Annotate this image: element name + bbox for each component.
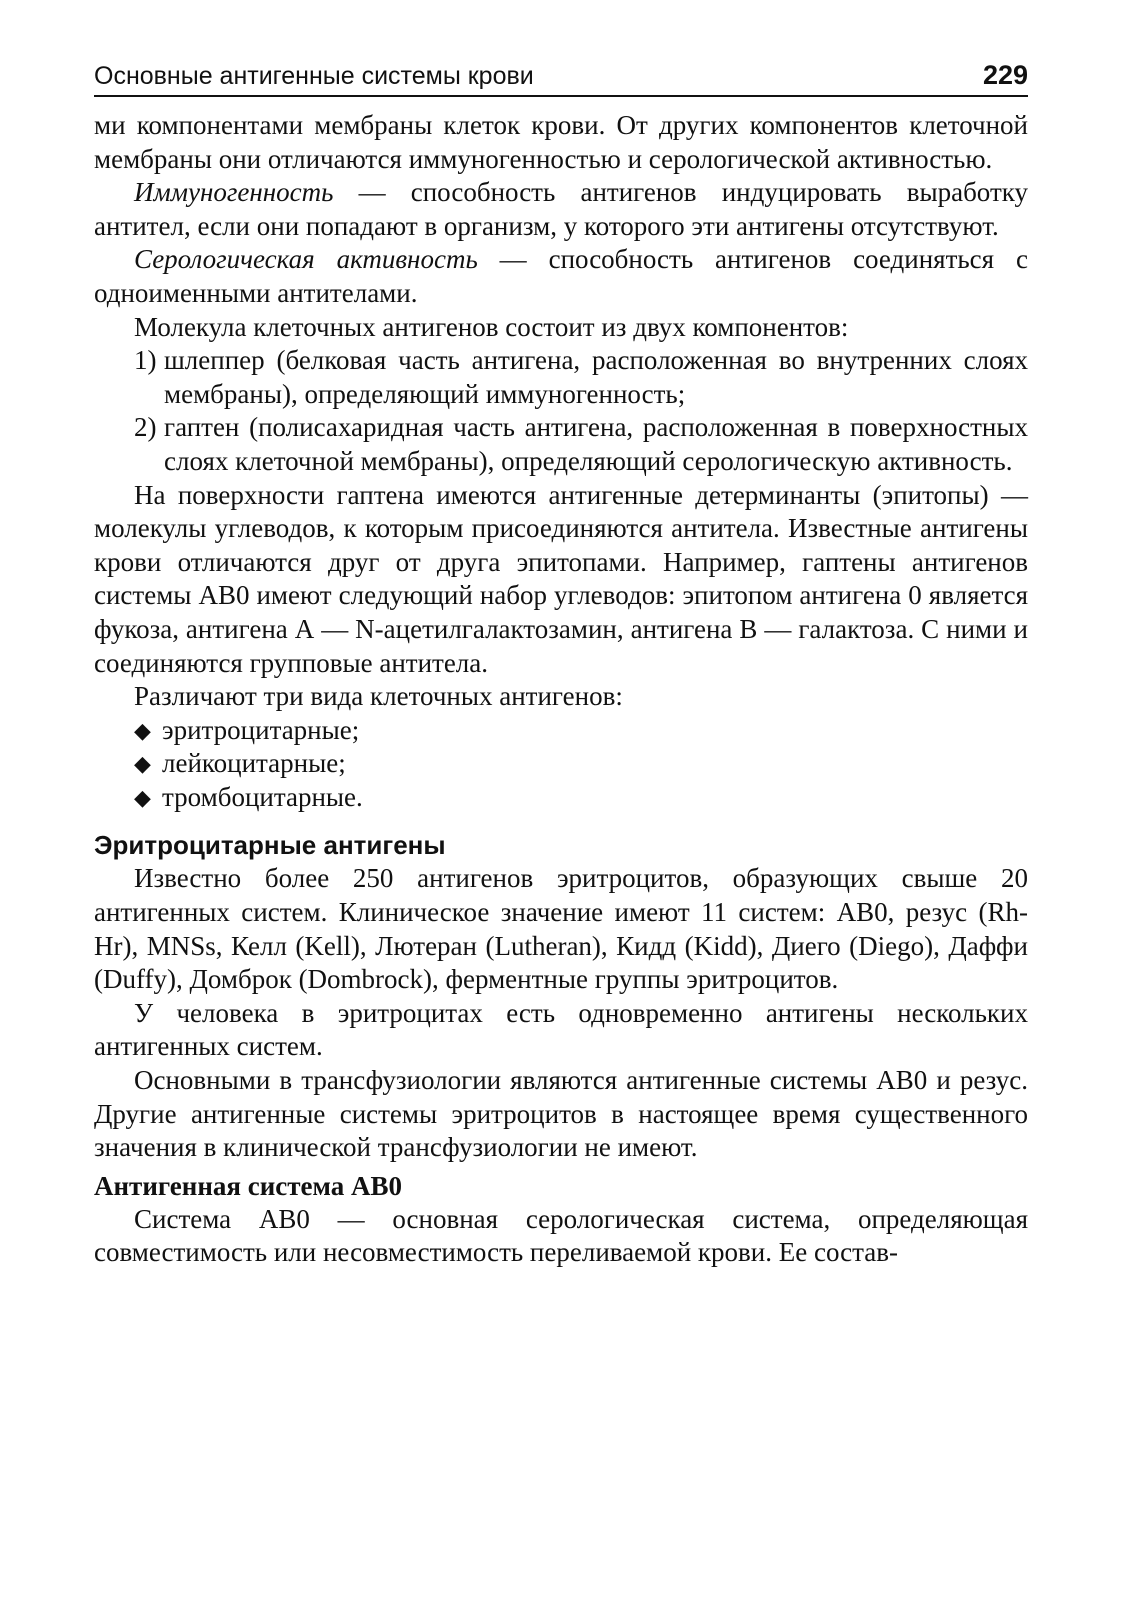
bullet-list-item xyxy=(94,747,1028,781)
paragraph-serological-activity xyxy=(94,243,1028,310)
paragraph: Молекула клеточных антигенов состоит из двух компонентов: xyxy=(134,311,849,342)
diamond-bullet-icon: ◆ xyxy=(134,751,151,777)
list-text: лейкоцитарные; xyxy=(162,748,346,779)
body-text xyxy=(94,109,1028,1270)
numbered-list-item xyxy=(94,411,1028,478)
list-text: гаптен (полисахаридная часть антигена, расположенная в поверхностных слоях клеточной мембраны), определяющий серологическую активность. xyxy=(164,412,1028,476)
list-number: 1) xyxy=(134,345,157,376)
paragraph: Система АВ0 — основная серологическая система, определяющая совместимость или несовместимость переливаемой крови. Ее состав- xyxy=(94,1203,1028,1268)
bullet-list-item xyxy=(94,781,1028,815)
numbered-list-item xyxy=(94,344,1028,411)
section-heading: Эритроцитарные антигены xyxy=(94,830,446,861)
running-header xyxy=(94,58,1028,97)
paragraph: У человека в эритроцитах есть одновременно антигены нескольких антигенных систем. xyxy=(94,997,1028,1062)
list-text: эритроцитарные; xyxy=(162,714,360,745)
list-text: шлеппер (белковая часть антигена, расположенная во внутренних слоях мембраны), определяющий иммуногенность; xyxy=(164,345,1028,409)
list-number: 2) xyxy=(134,412,157,443)
term-serological-activity: Серологическая активность xyxy=(134,244,478,275)
subsection-heading: Антигенная система АВ0 xyxy=(94,1170,402,1201)
paragraph: Основными в трансфузиологии являются антигенные системы АВ0 и резус. Другие антигенные системы эритроцитов в настоящее время существенного значения в клинической трансфузиологии не имеют. xyxy=(94,1065,1028,1163)
paragraph: ми компонентами мембраны клеток крови. От других компонентов клеточной мембраны они отличаются иммуногенностью и серологической активностью. xyxy=(94,110,1028,174)
definition-serological-activity: — способность антигенов соединяться с одноименными антителами. xyxy=(94,244,1028,308)
paragraph-immunogenicity xyxy=(94,176,1028,243)
diamond-bullet-icon: ◆ xyxy=(134,784,151,810)
running-title: Основные антигенные системы крови xyxy=(94,62,534,90)
bullet-list-item xyxy=(94,714,1028,748)
diamond-bullet-icon: ◆ xyxy=(134,717,151,743)
paragraph: Известно более 250 антигенов эритроцитов, образующих свыше 20 антигенных систем. Клиническое значение имеют 11 систем: АВ0, резус (Rh-Hr), MNSs, Келл (Kell), Лютеран (Lutheran), Кидд (Kidd), Диего (Diego), Даффи (Duffy), Домброк (Dombrock), ферментные группы эритроцитов. xyxy=(94,863,1028,995)
paragraph: Различают три вида клеточных антигенов: xyxy=(134,681,623,712)
list-text: тромбоцитарные. xyxy=(162,781,363,812)
page-number: 229 xyxy=(982,60,1028,90)
definition-immunogenicity: — способность антигенов индуцировать выработку антител, если они попадают в организм, у которого эти антигены отсутствуют. xyxy=(94,177,1028,241)
page xyxy=(94,58,1028,1270)
paragraph: На поверхности гаптена имеются антигенные детерминанты (эпитопы) — молекулы углеводов, к которым присоединяются антитела. Известные антигены крови отличаются друг от друга эпитопами. Например, гаптены антигенов системы АВ0 имеют следующий набор углеводов: эпитопом антигена 0 является фукоза, антигена А — N-ацетилгалактозамин, антигена В — галактоза. С ними и соединяются групповые антитела. xyxy=(94,479,1028,678)
term-immunogenicity: Иммуногенность xyxy=(134,177,334,208)
